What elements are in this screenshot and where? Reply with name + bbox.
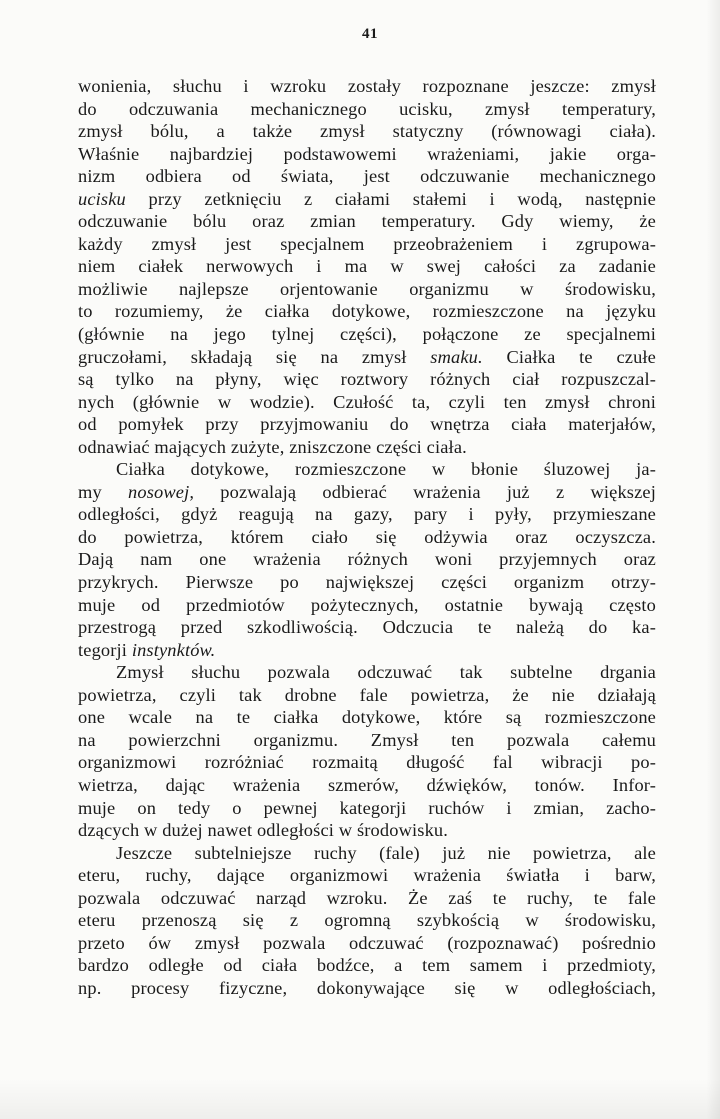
text-segment: gruczołami, składają się na zmysł (78, 346, 431, 367)
text-line (78, 932, 656, 955)
text-segment: od pomyłek przy przyjmowaniu do wnętrza ciała materjałów, (78, 414, 656, 435)
text-segment: wonienia, słuchu i wzroku zostały rozpoznane jeszcze: zmysł (78, 76, 656, 96)
text-segment: odnawiać mających zużyte, zniszczone części ciała. (78, 436, 467, 457)
page-number: 41 (362, 26, 378, 42)
text-segment: to rozumiemy, że ciałka dotykowe, rozmieszczone na języku (78, 301, 656, 322)
italic-term: nosowej, (128, 481, 195, 502)
text-segment: Zmysł słuchu pozwala odczuwać tak subtelne drgania (116, 662, 656, 683)
text-line (78, 706, 656, 729)
text-line (78, 188, 656, 211)
text-line (78, 751, 656, 774)
text-segment: pozwalają odbierać wrażenia już z większej (194, 481, 656, 502)
text-line (78, 594, 656, 617)
text-line (78, 684, 656, 707)
text-segment: (głównie na jego tylnej części), połączone ze specjalnemi (78, 324, 656, 345)
text-line (78, 210, 656, 233)
text-line (78, 819, 656, 842)
text-line (78, 842, 656, 865)
text-line (78, 143, 656, 166)
text-line (78, 98, 656, 121)
text-line (78, 887, 656, 910)
text-segment: nizm odbiera od świata, jest odczuwanie mechanicznego (78, 166, 656, 187)
text-segment: muje on tedy o pewnej kategorji ruchów i zmian, zacho- (78, 797, 656, 818)
text-line (78, 548, 656, 571)
text-segment: do odczuwania mechanicznego ucisku, zmysł temperatury, (78, 98, 656, 119)
text-segment: niem ciałek nerwowych i ma w swej całości za zadanie (78, 256, 656, 277)
body-text (78, 75, 656, 999)
text-segment: my (78, 481, 128, 502)
text-segment: do powietrza, którem ciało się odżywia oraz oczyszcza. (78, 526, 656, 547)
text-segment: Jeszcze subtelniejsze ruchy (fale) już nie powietrza, ale (116, 842, 656, 863)
scan-edge-shadow (706, 0, 720, 1119)
text-segment: przy zetknięciu z ciałami stałemi i wodą, następnie (125, 188, 656, 209)
text-segment: dzących w dużej nawet odległości w środowisku. (78, 820, 449, 841)
text-line (78, 909, 656, 932)
text-line (78, 864, 656, 887)
text-line (78, 729, 656, 752)
text-segment: eteru przenoszą się z ogromną szybkością w środowisku, (78, 910, 656, 931)
text-segment: przestrogą przed szkodliwością. Odczucia te należą do ka- (78, 617, 656, 638)
text-segment: organizmowi rozróżniać rozmaitą długość fal wibracji po- (78, 752, 656, 773)
text-line (78, 661, 656, 684)
text-line (78, 774, 656, 797)
scan-bottom-shadow (0, 1079, 720, 1119)
text-line (78, 797, 656, 820)
text-segment: nych (głównie w wodzie). Czułość ta, czyli ten zmysł chroni (78, 391, 656, 412)
text-segment: eteru, ruchy, dające organizmowi wrażenia światła i barw, (78, 865, 656, 886)
text-segment: zmysł bólu, a także zmysł statyczny (równowagi ciała). (78, 121, 656, 142)
text-line (78, 503, 656, 526)
text-line (78, 346, 656, 369)
text-segment: Właśnie najbardziej podstawowemi wrażeniami, jakie orga- (78, 143, 656, 164)
text-segment: np. procesy fizyczne, dokonywające się w odległościach, (78, 977, 656, 998)
text-line (78, 639, 656, 662)
text-line (78, 75, 656, 98)
text-segment: możliwie najlepsze orjentowanie organizmu w środowisku, (78, 278, 656, 299)
text-line (78, 458, 656, 481)
italic-term: ucisku (78, 188, 126, 209)
text-segment: są tylko na płyny, więc roztwory różnych ciał rozpuszczal- (78, 369, 656, 390)
text-segment: odczuwanie bólu oraz zmian temperatury. Gdy wiemy, że (78, 211, 656, 232)
text-line (78, 300, 656, 323)
text-segment: bardzo odległe od ciała bodźce, a tem samem i przedmioty, (78, 955, 656, 976)
text-segment: Ciałka te czułe (482, 346, 656, 367)
text-line (78, 526, 656, 549)
text-line (78, 255, 656, 278)
text-line (78, 391, 656, 414)
text-line (78, 954, 656, 977)
text-line (78, 977, 656, 1000)
text-segment: przeto ów zmysł pozwala odczuwać (rozpoznawać) pośrednio (78, 932, 656, 953)
text-segment: wietrza, dając wrażenia szmerów, dźwięków, tonów. Infor- (78, 774, 656, 795)
text-line (78, 436, 656, 459)
text-line (78, 120, 656, 143)
text-segment: tegorji (78, 639, 132, 660)
text-segment: pozwala odczuwać narząd wzroku. Że zaś te ruchy, te fale (78, 887, 656, 908)
text-line (78, 278, 656, 301)
text-line (78, 616, 656, 639)
text-segment: powietrza, czyli tak drobne fale powietrza, że nie działają (78, 684, 656, 705)
text-segment: Dają nam one wrażenia różnych woni przyjemnych oraz (78, 549, 656, 570)
text-line (78, 233, 656, 256)
italic-term: smaku. (430, 346, 483, 367)
text-segment: one wcale na te ciałka dotykowe, które są rozmieszczone (78, 707, 656, 728)
italic-term: instynktów. (131, 639, 216, 660)
text-line (78, 323, 656, 346)
text-segment: Ciałka dotykowe, rozmieszczone w błonie śluzowej ja- (116, 459, 656, 480)
text-line (78, 165, 656, 188)
text-segment: muje od przedmiotów pożytecznych, ostatnie bywają często (78, 594, 656, 615)
text-segment: przykrych. Pierwsze po największej części organizm otrzy- (78, 572, 656, 593)
text-segment: każdy zmysł jest specjalnem przeobrażeniem i zgrupowa- (78, 233, 656, 254)
text-line (78, 571, 656, 594)
text-segment: na powierzchni organizmu. Zmysł ten pozwala całemu (78, 729, 656, 750)
text-segment: odległości, gdyż reagują na gazy, pary i pyły, przymieszane (78, 504, 656, 525)
text-line (78, 413, 656, 436)
text-line (78, 368, 656, 391)
text-line (78, 481, 656, 504)
